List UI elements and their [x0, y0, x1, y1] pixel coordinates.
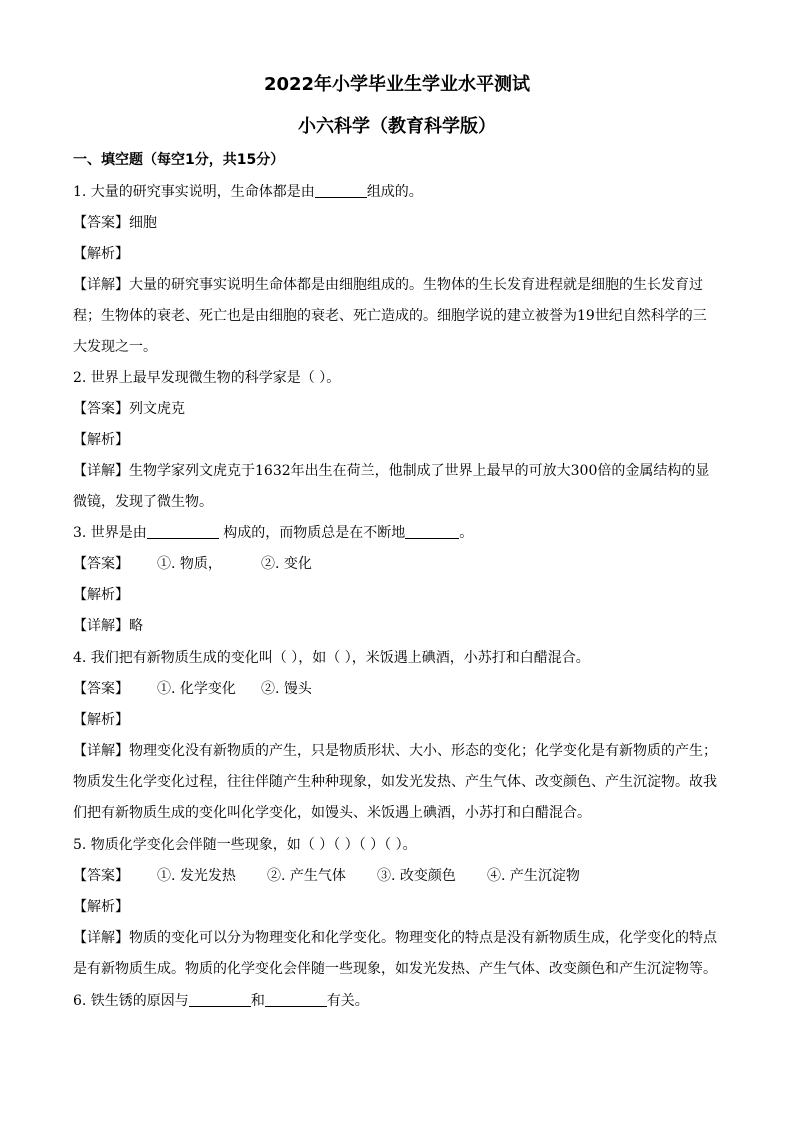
question-1-text: 1. 大量的研究事实说明，生命体都是由	[73, 184, 315, 200]
answer-2	[73, 399, 185, 419]
answer-label: 【答案】	[73, 868, 129, 884]
question-5: 5. 物质化学变化会伴随一些现象，如（ ）（ ）（ ）（ ）。	[73, 837, 417, 853]
fill-blank	[405, 524, 459, 539]
detail-4-line-3: 们把有新物质生成的变化叫化学变化，如馒头、米饭遇上碘酒，小苏打和白醋混合。	[73, 805, 591, 821]
question-1	[73, 182, 423, 202]
page-title: 2022年小学毕业生学业水平测试	[263, 74, 531, 95]
answer-label: 【答案】	[73, 401, 129, 417]
answer-5-item-3: ③. 改变颜色	[377, 868, 456, 884]
answer-4-item-1: ①. 化学变化	[157, 681, 236, 697]
answer-3-item-2: ②. 变化	[261, 556, 312, 572]
detail-text: 大量的研究事实说明生命体都是由细胞组成的。生物体的生长发育进程就是细胞的生长发育过	[129, 277, 703, 293]
answer-5-item-2: ②. 产生气体	[267, 868, 346, 884]
answer-1	[73, 213, 157, 233]
question-3-text-mid: 构成的，而物质总是在不断地	[218, 525, 406, 541]
detail-2-line-2: 微镜，发现了微生物。	[73, 494, 213, 510]
answer-label: 【答案】	[73, 681, 129, 697]
question-6-text: 6. 铁生锈的原因与	[73, 993, 189, 1009]
question-6-text-mid: 和	[250, 993, 265, 1009]
detail-4-line-2: 物质发生化学变化过程，往往伴随产生种种现象，如发光发热、产生气体、改变颜色、产生沉淀物。故我	[73, 774, 717, 790]
detail-1-line-2: 程；生物体的衰老、死亡也是由细胞的衰老、死亡造成的。细胞学说的建立被誉为19世纪自然科学的三	[73, 308, 707, 324]
detail-label: 【详解】	[73, 277, 129, 293]
analysis-4: 【解析】	[73, 712, 129, 728]
answer-label: 【答案】	[73, 556, 129, 572]
answer-4	[73, 679, 312, 699]
answer-5	[73, 866, 580, 886]
answer-label: 【答案】	[73, 215, 129, 231]
detail-3	[73, 616, 143, 636]
detail-1-line-1	[73, 275, 703, 295]
answer-3	[73, 554, 312, 574]
detail-text: 略	[129, 618, 143, 634]
question-3-text-end: 。	[459, 525, 474, 541]
answer-5-item-1: ①. 发光发热	[157, 868, 236, 884]
answer-5-item-4: ④. 产生沉淀物	[487, 868, 580, 884]
question-3-text: 3. 世界是由	[73, 525, 147, 541]
fill-blank	[315, 183, 367, 198]
analysis-3: 【解析】	[73, 587, 129, 603]
question-6-text-end: 有关。	[326, 993, 369, 1009]
detail-label: 【详解】	[73, 463, 129, 479]
detail-text: 物质的变化可以分为物理变化和化学变化。物理变化的特点是没有新物质生成，化学变化的特点	[129, 930, 717, 946]
page-subtitle: 小六科学（教育科学版）	[298, 116, 496, 137]
detail-2-line-1	[73, 461, 709, 481]
answer-2-value: 列文虎克	[129, 401, 185, 417]
section-heading: 一、填空题（每空1分，共15分）	[73, 152, 285, 168]
question-6	[73, 991, 369, 1011]
question-3	[73, 523, 473, 543]
analysis-2: 【解析】	[73, 432, 129, 448]
question-2: 2. 世界上最早发现微生物的科学家是（ ）。	[73, 370, 341, 386]
detail-4-line-1	[73, 741, 717, 761]
detail-text: 生物学家列文虎克于1632年出生在荷兰，他制成了世界上最早的可放大300倍的金属结构的显	[129, 463, 710, 479]
analysis-1: 【解析】	[73, 246, 129, 262]
question-1-text-end: 组成的。	[366, 184, 423, 200]
answer-3-item-1: ①. 物质，	[157, 556, 222, 572]
detail-text: 物理变化没有新物质的产生，只是物质形状、大小、形态的变化；化学变化是有新物质的产生；	[129, 743, 717, 759]
detail-1-line-3: 大发现之一。	[73, 339, 157, 355]
detail-label: 【详解】	[73, 618, 129, 634]
fill-blank	[265, 992, 327, 1007]
fill-blank	[147, 524, 219, 539]
fill-blank	[189, 992, 251, 1007]
detail-5-line-2: 是有新物质生成。物质的化学变化会伴随一些现象，如发光发热、产生气体、改变颜色和产生沉淀物等。	[73, 961, 717, 977]
detail-label: 【详解】	[73, 930, 129, 946]
answer-4-item-2: ②. 馒头	[261, 681, 312, 697]
question-4: 4. 我们把有新物质生成的变化叫（ ），如（ ），米饭遇上碘酒，小苏打和白醋混合。	[73, 650, 590, 666]
answer-1-value: 细胞	[129, 215, 157, 231]
detail-label: 【详解】	[73, 743, 129, 759]
analysis-5: 【解析】	[73, 899, 129, 915]
detail-5-line-1	[73, 928, 717, 948]
